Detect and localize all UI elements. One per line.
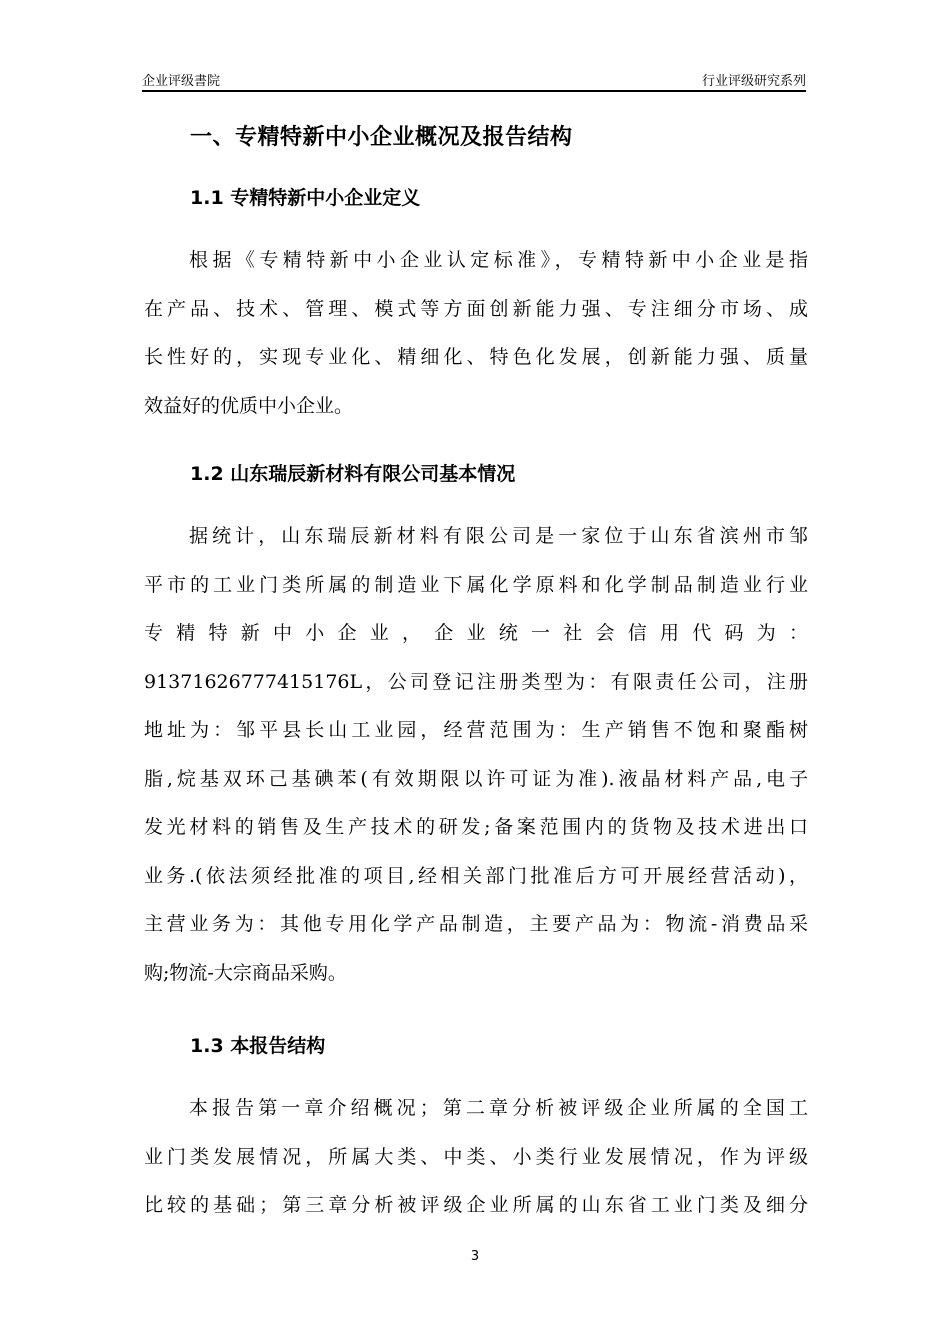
paragraph-line: 主营业务为：其他专用化学产品制造，主要产品为：物流-消费品采	[144, 913, 808, 935]
paragraph-line: 在产品、技术、管理、模式等方面创新能力强、专注细分市场、成	[144, 297, 808, 320]
paragraph-line: 效益好的优质中小企业。	[144, 394, 354, 417]
paragraph-line: 脂,烷基双环己基碘苯(有效期限以许可证为准).液晶材料产品,电子	[144, 767, 808, 790]
chapter-title: 一、专精特新中小企业概况及报告结构	[190, 125, 573, 150]
paragraph-line: 业务.(依法须经批准的项目,经相关部门批准后方可开展经营活动)，	[144, 864, 808, 887]
paragraph-line: 根据《专精特新中小企业认定标准》，专精特新中小企业是指	[189, 249, 808, 271]
paragraph-line: 专精特新中小企业，企业统一社会信用代码为：	[144, 622, 808, 644]
paragraph-line: 比较的基础；第三章分析被评级企业所属的山东省工业门类及细分	[144, 1194, 808, 1216]
paragraph-line: 购;物流-大宗商品采购。	[144, 961, 347, 984]
section-heading-1-3: 1.3 本报告结构	[190, 1035, 326, 1057]
page-header	[142, 68, 806, 92]
paragraph-line: 长性好的，实现专业化、精细化、特色化发展，创新能力强、质量	[144, 346, 808, 368]
paragraph-line: 地址为：邹平县长山工业园，经营范围为：生产销售不饱和聚酯树	[144, 719, 808, 741]
paragraph-line: 业门类发展情况，所属大类、中类、小类行业发展情况，作为评级	[144, 1145, 808, 1168]
header-series: 行业评级研究系列	[701, 74, 806, 89]
paragraph-line: 平市的工业门类所属的制造业下属化学原料和化学制品制造业行业	[144, 573, 808, 596]
section-1-3-paragraph	[144, 1084, 808, 1230]
paragraph-line: 本报告第一章介绍概况；第二章分析被评级企业所属的全国工	[189, 1097, 808, 1119]
page-number: 3	[470, 1249, 480, 1264]
paragraph-line: 91371626777415176L，公司登记注册类型为：有限责任公司，注册	[144, 670, 808, 693]
section-heading-1-2: 1.2 山东瑞辰新材料有限公司基本情况	[190, 463, 516, 485]
section-1-1-paragraph	[144, 236, 808, 430]
paragraph-line: 据统计，山东瑞辰新材料有限公司是一家位于山东省滨州市邹	[189, 525, 808, 547]
section-heading-1-1: 1.1 专精特新中小企业定义	[190, 187, 421, 209]
section-1-2-paragraph	[144, 512, 808, 997]
header-publisher: 企业评级書院	[142, 74, 221, 89]
paragraph-line: 发光材料的销售及生产技术的研发;备案范围内的货物及技术进出口	[144, 816, 808, 838]
